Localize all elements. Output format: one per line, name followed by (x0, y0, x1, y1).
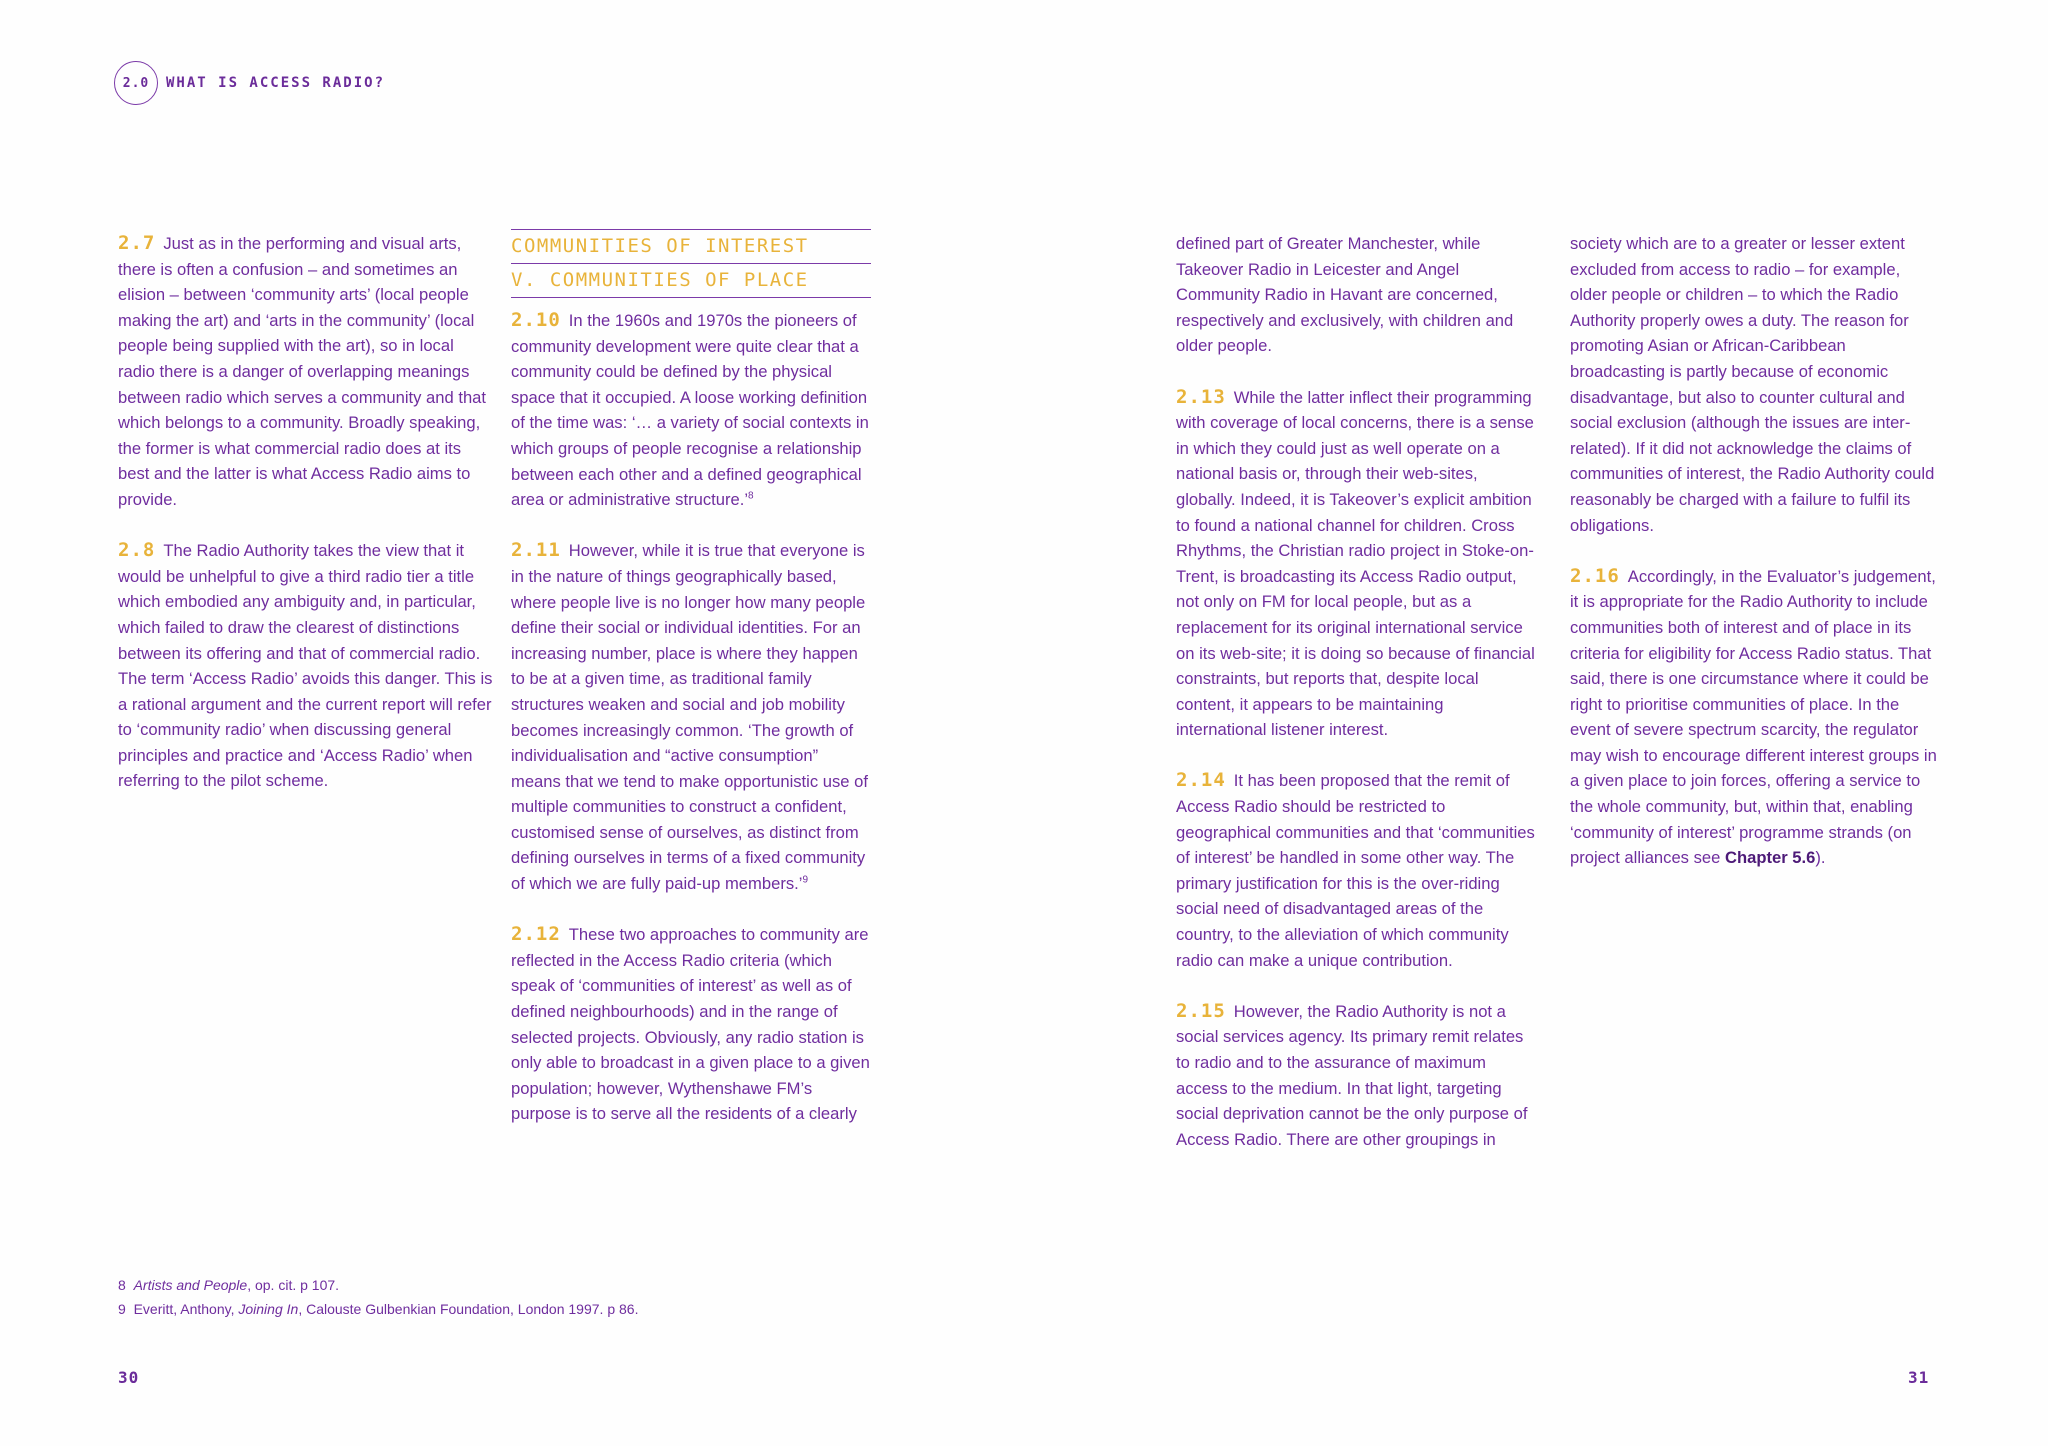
paragraph-text: These two approaches to community are reflected in the Access Radio criteria (which speak of ‘communities of interest’ as well as of defined neighbourhoods) and in the range of selected projects. Obviously, any radio station is only able to broadcast in a given place to a given population; however, Wythenshawe FM’s purpose is to serve all the residents of a clearly (511, 925, 870, 1124)
paragraph-text: The Radio Authority takes the view that it would be unhelpful to give a third radio tier a title which embodied any ambiguity and, in particular, which failed to draw the clearest of distinctions between its offering and that of commercial radio. The term ‘Access Radio’ avoids this danger. This is a rational argument and the current report will refer to ‘community radio’ when discussing general principles and practice and ‘Access Radio’ when referring to the pilot scheme. (118, 541, 493, 791)
section-badge: 2.0 (114, 61, 158, 105)
paragraph-2-8 (118, 538, 494, 794)
section-title: WHAT IS ACCESS RADIO? (166, 75, 386, 91)
page-number-left: 30 (118, 1368, 140, 1387)
paragraph-text: Accordingly, in the Evaluator’s judgement, it is appropriate for the Radio Authority to include communities both of interest and of place in its criteria for eligibility for Access Radio status. That said, there is one circumstance where it could be right to prioritise communities of place. In the event of severe spectrum scarcity, the regulator may wish to encourage different interest groups in a given place to join forces, offering a service to the whole community, but, within that, enabling ‘community of interest’ programme strands (on project alliances see (1570, 566, 1937, 868)
paragraph-2-14 (1176, 768, 1538, 973)
heading-line-1: COMMUNITIES OF INTEREST (511, 235, 809, 257)
footnote-ref[interactable]: 9 (802, 874, 808, 886)
paragraph-number: 2.14 (1176, 769, 1226, 792)
paragraph-2-10 (511, 308, 871, 513)
section-heading (511, 229, 871, 298)
page-number-right: 31 (1908, 1368, 1930, 1387)
paragraph-number: 2.10 (511, 309, 561, 331)
paragraph-text: While the latter inflect their programming with coverage of local concerns, there is a sense in which they could just as well operate on a national basis or, through their web-sites, globally. Indeed, it is Takeover’s explicit ambition to found a national channel for children. Cross Rhythms, the Christian radio project in Stoke-on-Trent, is broadcasting its Access Radio output, not only on FM for local people, but as a replacement for its original international service on its web-site; it is doing so because of financial constraints, but reports that, despite local content, it appears to be maintaining international listener interest. (1176, 387, 1535, 740)
paragraph-number: 2.16 (1570, 564, 1620, 587)
chapter-link[interactable]: Chapter 5.6 (1724, 848, 1816, 868)
paragraph-number: 2.15 (1176, 999, 1226, 1022)
paragraph-2-15 (1176, 999, 1538, 1153)
paragraph-continued (1570, 231, 1940, 538)
paragraph-number: 2.11 (511, 539, 561, 562)
footnote-9 (118, 1298, 638, 1322)
paragraph-2-12 (511, 922, 871, 1127)
footnote-title: Joining In (238, 1300, 299, 1317)
paragraph-2-7 (118, 231, 494, 513)
paragraph-text: It has been proposed that the remit of Access Radio should be restricted to geographical communities and that ‘communities of interest’ be handled in some other way. The primary justification for this is the over-riding social need of disadvantaged areas of the country, to the alleviation of which community radio can make a unique contribution. (1176, 771, 1535, 970)
paragraph-2-16 (1570, 564, 1940, 871)
paragraph-2-13 (1176, 385, 1538, 743)
footnote-text: , op. cit. p 107. (247, 1277, 340, 1293)
footnote-number: 9 (118, 1300, 126, 1317)
column-2 (511, 229, 871, 1153)
paragraph-number: 2.7 (118, 232, 156, 254)
paragraph-text: In the 1960s and 1970s the pioneers of community development were quite clear that a community could be defined by the physical space that it occupied. A loose working definition of the time was: ‘… a variety of social contexts in which groups of people recognise a relationship between each other and a defined geographical area or administrative structure.’ (511, 311, 869, 510)
paragraph-number: 2.13 (1176, 385, 1226, 408)
paragraph-text: Just as in the performing and visual arts, there is often a confusion – and sometimes an elision – between ‘community arts’ (local people making the art) and ‘arts in the community’ (local people being supplied with the art), so in local radio there is a danger of overlapping meanings between radio which serves a community and that which belongs to a community. Broadly speaking, the former is what commercial radio does at its best and the latter is what Access Radio aims to provide. (118, 234, 487, 509)
footnotes (118, 1274, 638, 1321)
paragraph-2-11 (511, 538, 871, 896)
footnote-author: Everitt, Anthony, (133, 1300, 239, 1317)
footnote-ref[interactable]: 8 (748, 490, 754, 502)
column-4 (1570, 231, 1940, 896)
footnote-8 (118, 1274, 638, 1298)
footnote-number: 8 (118, 1277, 126, 1293)
paragraph-text: society which are to a greater or lesser extent excluded from access to radio – for example, older people or children – to which the Radio Authority properly owes a duty. The reason for promoting Asian or African-Caribbean broadcasting is partly because of economic disadvantage, but also to counter cultural and social exclusion (although the issues are inter-related). If it did not acknowledge the claims of communities of interest, the Radio Authority could reasonably be charged with a failure to fulfil its obligations. (1570, 234, 1935, 535)
paragraph-text-end: ). (1815, 848, 1826, 868)
footnote-title: Artists and People (133, 1277, 248, 1293)
column-3 (1176, 231, 1538, 1178)
paragraph-number: 2.8 (118, 539, 156, 562)
column-1 (118, 231, 494, 820)
paragraph-text: However, while it is true that everyone is in the nature of things geographically based, where people live is no longer how many people define their social or individual identities. For an increasing number, place is where they happen to be at a given time, as traditional family structures weaken and social and job mobility becomes increasingly common. ‘The growth of individualisation and “active consumption” means that we tend to make opportunistic use of multiple communities to construct a confident, customised sense of ourselves, as distinct from defining ourselves in terms of a fixed community of which we are fully paid-up members.’ (511, 541, 868, 894)
paragraph-text: defined part of Greater Manchester, while Takeover Radio in Leicester and Angel Community Radio in Havant are concerned, respectively and exclusively, with children and older people. (1176, 234, 1514, 356)
paragraph-continued (1176, 231, 1538, 359)
footnote-text: , Calouste Gulbenkian Foundation, London 1997. p 86. (298, 1300, 639, 1317)
paragraph-number: 2.12 (511, 923, 561, 946)
paragraph-text: However, the Radio Authority is not a social services agency. Its primary remit relates to radio and to the assurance of maximum access to the medium. In that light, targeting social deprivation cannot be the only purpose of Access Radio. There are other groupings in (1176, 1001, 1528, 1149)
heading-line-2: V. COMMUNITIES OF PLACE (511, 263, 871, 297)
running-header (114, 60, 385, 106)
